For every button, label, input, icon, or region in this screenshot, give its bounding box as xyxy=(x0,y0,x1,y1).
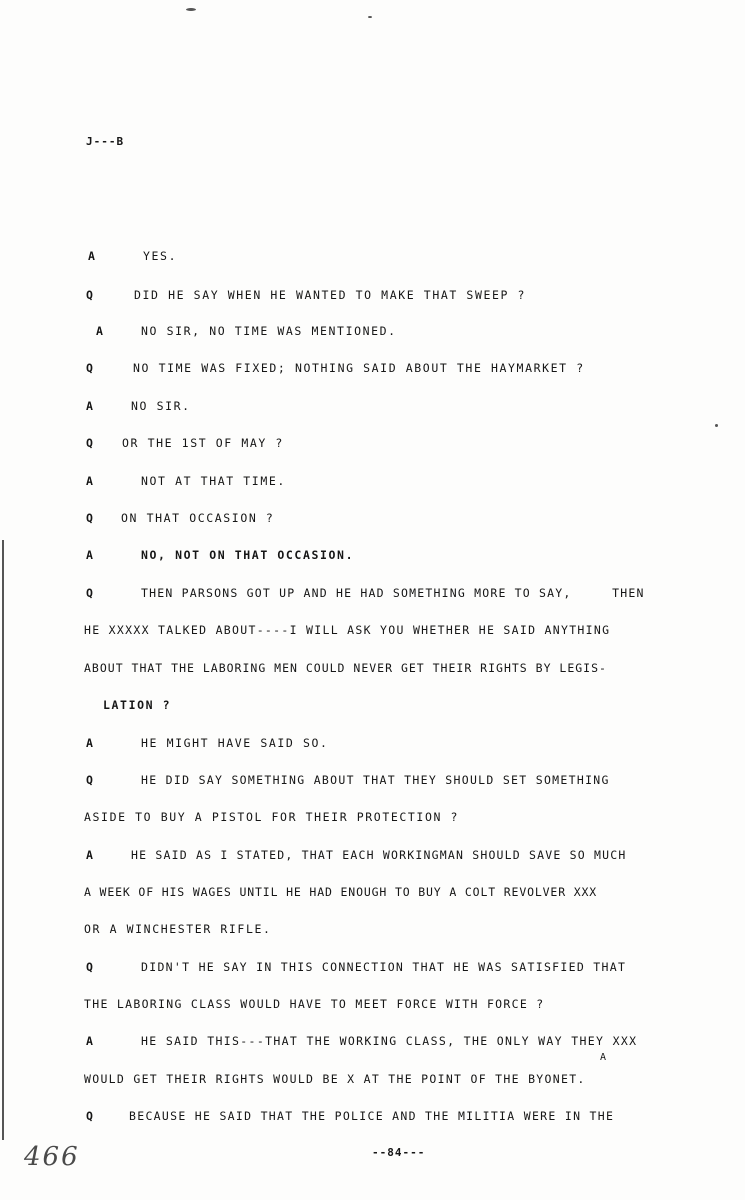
transcript-line: LATION ? xyxy=(103,698,172,712)
transcript-line: DIDN'T HE SAY IN THIS CONNECTION THAT HE WAS SATISFIED THAT xyxy=(141,960,627,974)
transcript-line: THE LABORING CLASS WOULD HAVE TO MEET FORCE WITH FORCE ? xyxy=(84,997,545,1011)
speaker-label: Q xyxy=(86,288,93,302)
speaker-label: A xyxy=(86,548,93,562)
transcript-line: OR A WINCHESTER RIFLE. xyxy=(84,922,272,936)
transcript-line: HE XXXXX TALKED ABOUT----I WILL ASK YOU WHETHER HE SAID ANYTHING xyxy=(84,623,611,637)
transcript-line: BECAUSE HE SAID THAT THE POLICE AND THE MILITIA WERE IN THE xyxy=(129,1109,615,1123)
transcript-line: DID HE SAY WHEN HE WANTED TO MAKE THAT SWEEP ? xyxy=(134,288,527,302)
transcript-line: HE SAID THIS---THAT THE WORKING CLASS, THE ONLY WAY THEY XXX xyxy=(141,1034,638,1048)
transcript-line: NO SIR. xyxy=(131,399,191,413)
transcript-line: HE DID SAY SOMETHING ABOUT THAT THEY SHOULD SET SOMETHING xyxy=(141,773,610,787)
handwritten-margin-note: 466 xyxy=(24,1142,80,1172)
speaker-label: Q xyxy=(86,773,93,787)
transcript-line: ON THAT OCCASION ? xyxy=(121,511,275,525)
transcript-line: OR THE 1ST OF MAY ? xyxy=(122,436,284,450)
transcript-line: A WEEK OF HIS WAGES UNTIL HE HAD ENOUGH TO BUY A COLT REVOLVER XXX xyxy=(84,885,598,899)
ink-speck xyxy=(368,16,372,18)
page-edge-shadow xyxy=(2,540,4,1140)
transcript-line: NO TIME WAS FIXED; NOTHING SAID ABOUT THE HAYMARKET ? xyxy=(133,361,585,375)
insertion-mark: A xyxy=(600,1052,607,1063)
speaker-label: A xyxy=(96,324,103,338)
speaker-label: A xyxy=(86,474,93,488)
section-header: J---B xyxy=(86,135,125,148)
ink-speck xyxy=(715,424,718,427)
transcript-line: NO, NOT ON THAT OCCASION. xyxy=(141,548,355,562)
transcript-line: NO SIR, NO TIME WAS MENTIONED. xyxy=(141,324,397,338)
speaker-label: Q xyxy=(86,586,93,600)
speaker-label: A xyxy=(86,399,93,413)
speaker-label: A xyxy=(88,249,95,263)
speaker-label: Q xyxy=(86,361,93,375)
speaker-label: Q xyxy=(86,436,93,450)
speaker-label: A xyxy=(86,848,93,862)
page-number: --84--- xyxy=(372,1146,426,1159)
transcript-line: NOT AT THAT TIME. xyxy=(141,474,286,488)
speaker-label: A xyxy=(86,1034,93,1048)
speaker-label: Q xyxy=(86,511,93,525)
speaker-label: A xyxy=(86,736,93,750)
transcript-line: WOULD GET THEIR RIGHTS WOULD BE X AT THE POINT OF THE BYONET. xyxy=(84,1072,586,1086)
transcript-line: HE MIGHT HAVE SAID SO. xyxy=(141,736,329,750)
transcript-line: YES. xyxy=(143,249,178,263)
transcript-line: HE SAID AS I STATED, THAT EACH WORKINGMAN SHOULD SAVE SO MUCH xyxy=(131,848,627,862)
transcript-line: ABOUT THAT THE LABORING MEN COULD NEVER GET THEIR RIGHTS BY LEGIS- xyxy=(84,661,607,675)
speaker-label: Q xyxy=(86,1109,93,1123)
ink-speck xyxy=(186,8,196,11)
speaker-label: Q xyxy=(86,960,93,974)
transcript-line: THEN PARSONS GOT UP AND HE HAD SOMETHING MORE TO SAY, THEN xyxy=(141,586,645,600)
transcript-line: ASIDE TO BUY A PISTOL FOR THEIR PROTECTION ? xyxy=(84,810,460,824)
